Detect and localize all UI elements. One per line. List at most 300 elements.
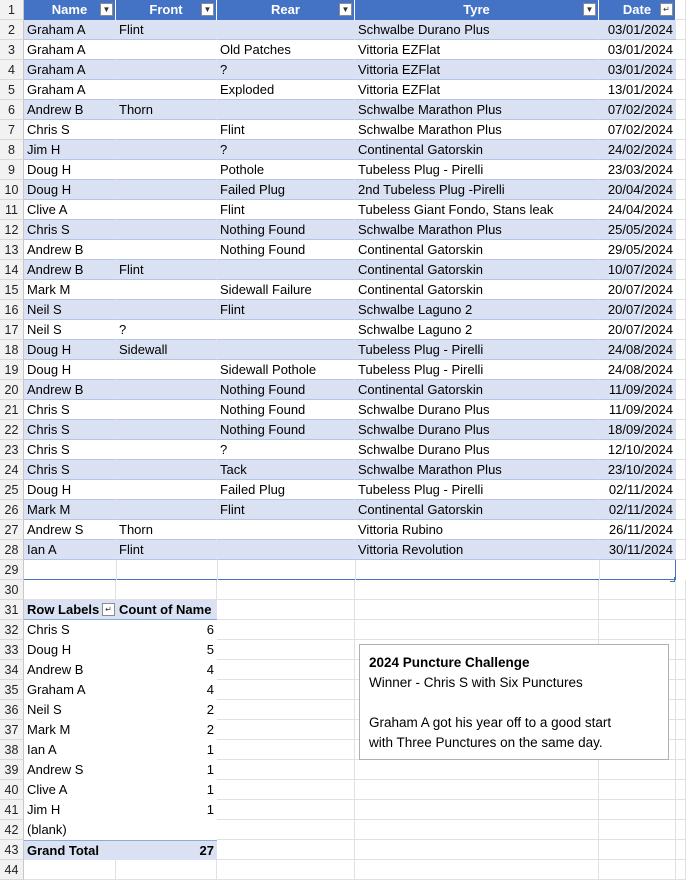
pivot-row-count[interactable]: 1 xyxy=(116,800,217,820)
row-number[interactable]: 14 xyxy=(0,260,24,280)
empty-cell[interactable] xyxy=(217,840,355,860)
table-cell-rear[interactable] xyxy=(217,20,355,40)
row-number[interactable]: 18 xyxy=(0,340,24,360)
sort-filter-icon[interactable]: ↵ xyxy=(660,3,673,16)
table-cell-tyre[interactable]: Schwalbe Laguno 2 xyxy=(355,320,599,340)
table-cell-front[interactable] xyxy=(116,500,217,520)
table-cell-tyre[interactable]: Tubeless Plug - Pirelli xyxy=(355,360,599,380)
row-number[interactable]: 11 xyxy=(0,200,24,220)
table-cell-tyre[interactable]: Vittoria Rubino xyxy=(355,520,599,540)
table-cell-rear[interactable]: Flint xyxy=(217,200,355,220)
table-cell-date[interactable]: 10/07/2024 xyxy=(599,260,676,280)
empty-cell[interactable] xyxy=(676,860,686,880)
header-name[interactable] xyxy=(24,0,116,20)
row-number[interactable]: 24 xyxy=(0,460,24,480)
table-cell-rear[interactable]: Tack xyxy=(217,460,355,480)
table-cell-rear[interactable]: Old Patches xyxy=(217,40,355,60)
table-cell-date[interactable]: 23/10/2024 xyxy=(599,460,676,480)
filter-dropdown-icon[interactable]: ▼ xyxy=(100,3,113,16)
table-cell-front[interactable]: Sidewall xyxy=(116,340,217,360)
pivot-row-label[interactable]: Neil S xyxy=(24,700,116,720)
table-cell-rear[interactable]: Sidewall Pothole xyxy=(217,360,355,380)
table-cell-rear[interactable]: Failed Plug xyxy=(217,480,355,500)
table-cell-front[interactable]: Thorn xyxy=(116,520,217,540)
table-cell-rear[interactable]: Nothing Found xyxy=(217,220,355,240)
table-cell-date[interactable]: 24/02/2024 xyxy=(599,140,676,160)
table-cell-date[interactable]: 24/08/2024 xyxy=(599,340,676,360)
empty-cell[interactable] xyxy=(676,20,686,40)
table-cell-name[interactable]: Mark M xyxy=(24,500,116,520)
table-cell-front[interactable] xyxy=(116,460,217,480)
table-cell-rear[interactable] xyxy=(217,340,355,360)
empty-cell[interactable] xyxy=(676,740,686,760)
empty-cell[interactable] xyxy=(599,580,676,600)
row-number[interactable]: 26 xyxy=(0,500,24,520)
empty-cell[interactable] xyxy=(217,820,355,840)
empty-cell[interactable] xyxy=(676,320,686,340)
empty-cell[interactable] xyxy=(599,780,676,800)
empty-cell[interactable] xyxy=(116,580,217,600)
empty-cell[interactable] xyxy=(676,700,686,720)
table-cell-rear[interactable]: ? xyxy=(217,440,355,460)
empty-cell[interactable] xyxy=(676,300,686,320)
table-cell-front[interactable]: Flint xyxy=(116,540,217,560)
row-number[interactable]: 2 xyxy=(0,20,24,40)
pivot-row-count[interactable]: 4 xyxy=(116,680,217,700)
table-cell-date[interactable]: 26/11/2024 xyxy=(599,520,676,540)
empty-cell[interactable] xyxy=(355,760,599,780)
table-cell-tyre[interactable]: Continental Gatorskin xyxy=(355,240,599,260)
empty-cell[interactable] xyxy=(217,660,355,680)
empty-cell[interactable] xyxy=(676,760,686,780)
empty-cell[interactable] xyxy=(676,800,686,820)
table-cell-name[interactable]: Graham A xyxy=(24,40,116,60)
empty-cell[interactable] xyxy=(355,580,599,600)
row-number[interactable]: 30 xyxy=(0,580,24,600)
empty-cell[interactable] xyxy=(676,820,686,840)
empty-cell[interactable] xyxy=(676,100,686,120)
row-number[interactable]: 32 xyxy=(0,620,24,640)
table-cell-date[interactable]: 03/01/2024 xyxy=(599,40,676,60)
table-cell-name[interactable]: Jim H xyxy=(24,140,116,160)
pivot-row-label[interactable]: Andrew B xyxy=(24,660,116,680)
pivot-row-label[interactable]: Doug H xyxy=(24,640,116,660)
empty-cell[interactable] xyxy=(676,180,686,200)
header-front[interactable] xyxy=(116,0,217,20)
table-cell-date[interactable]: 20/07/2024 xyxy=(599,280,676,300)
row-number[interactable]: 16 xyxy=(0,300,24,320)
row-number[interactable]: 43 xyxy=(0,840,24,860)
table-cell-front[interactable] xyxy=(116,80,217,100)
empty-cell[interactable] xyxy=(676,500,686,520)
table-cell-name[interactable]: Neil S xyxy=(24,320,116,340)
pivot-grand-total-value[interactable]: 27 xyxy=(116,840,217,860)
table-cell-name[interactable]: Chris S xyxy=(24,460,116,480)
pivot-row-labels-header[interactable] xyxy=(24,600,116,620)
table-cell-front[interactable] xyxy=(116,180,217,200)
table-cell-front[interactable] xyxy=(116,400,217,420)
table-cell-date[interactable]: 03/01/2024 xyxy=(599,60,676,80)
table-cell-front[interactable] xyxy=(116,40,217,60)
table-cell-rear[interactable] xyxy=(217,100,355,120)
empty-cell[interactable] xyxy=(676,160,686,180)
pivot-row-label[interactable]: Chris S xyxy=(24,620,116,640)
table-cell-date[interactable]: 07/02/2024 xyxy=(599,120,676,140)
row-number[interactable]: 39 xyxy=(0,760,24,780)
pivot-row-label[interactable]: Mark M xyxy=(24,720,116,740)
table-cell-tyre[interactable]: Vittoria EZFlat xyxy=(355,60,599,80)
table-cell-tyre[interactable]: Schwalbe Durano Plus xyxy=(355,440,599,460)
filter-dropdown-icon[interactable]: ▼ xyxy=(201,3,214,16)
row-number[interactable]: 29 xyxy=(0,560,24,580)
table-cell-front[interactable] xyxy=(116,380,217,400)
table-cell-name[interactable]: Mark M xyxy=(24,280,116,300)
row-number[interactable]: 17 xyxy=(0,320,24,340)
empty-cell[interactable] xyxy=(676,280,686,300)
row-number[interactable]: 40 xyxy=(0,780,24,800)
empty-cell[interactable] xyxy=(676,40,686,60)
table-cell-front[interactable] xyxy=(116,160,217,180)
empty-cell[interactable] xyxy=(355,800,599,820)
row-number[interactable]: 28 xyxy=(0,540,24,560)
empty-cell[interactable] xyxy=(217,860,355,880)
empty-cell[interactable] xyxy=(355,780,599,800)
row-number[interactable]: 7 xyxy=(0,120,24,140)
table-cell-tyre[interactable]: Continental Gatorskin xyxy=(355,500,599,520)
table-cell-name[interactable]: Clive A xyxy=(24,200,116,220)
pivot-row-label[interactable]: Ian A xyxy=(24,740,116,760)
empty-cell[interactable] xyxy=(599,820,676,840)
row-number[interactable]: 36 xyxy=(0,700,24,720)
empty-cell[interactable] xyxy=(355,600,599,620)
table-cell-tyre[interactable]: Continental Gatorskin xyxy=(355,280,599,300)
row-number[interactable]: 41 xyxy=(0,800,24,820)
empty-cell[interactable] xyxy=(217,740,355,760)
empty-cell[interactable] xyxy=(676,200,686,220)
table-cell-date[interactable]: 30/11/2024 xyxy=(599,540,676,560)
table-cell-name[interactable]: Doug H xyxy=(24,180,116,200)
row-number[interactable]: 31 xyxy=(0,600,24,620)
table-cell-tyre[interactable]: Schwalbe Laguno 2 xyxy=(355,300,599,320)
table-cell-date[interactable]: 24/04/2024 xyxy=(599,200,676,220)
empty-cell[interactable] xyxy=(217,800,355,820)
table-cell-front[interactable] xyxy=(116,140,217,160)
table-cell-front[interactable] xyxy=(116,440,217,460)
table-cell-rear[interactable]: ? xyxy=(217,60,355,80)
table-cell-name[interactable]: Graham A xyxy=(24,20,116,40)
puncture-challenge-textbox[interactable] xyxy=(359,644,669,760)
pivot-row-count[interactable]: 4 xyxy=(116,660,217,680)
row-number[interactable]: 37 xyxy=(0,720,24,740)
header-rear[interactable] xyxy=(217,0,355,20)
table-cell-name[interactable]: Chris S xyxy=(24,220,116,240)
empty-cell[interactable] xyxy=(676,840,686,860)
table-cell-tyre[interactable]: Schwalbe Marathon Plus xyxy=(355,100,599,120)
row-number[interactable]: 9 xyxy=(0,160,24,180)
empty-cell[interactable] xyxy=(676,140,686,160)
table-cell-front[interactable] xyxy=(116,360,217,380)
table-cell-tyre[interactable]: Tubeless Plug - Pirelli xyxy=(355,160,599,180)
table-cell-rear[interactable]: ? xyxy=(217,140,355,160)
table-cell-date[interactable]: 12/10/2024 xyxy=(599,440,676,460)
empty-cell[interactable] xyxy=(676,340,686,360)
pivot-row-count[interactable]: 2 xyxy=(116,720,217,740)
pivot-row-count[interactable]: 6 xyxy=(116,620,217,640)
header-date[interactable] xyxy=(599,0,676,20)
table-cell-rear[interactable] xyxy=(217,320,355,340)
table-cell-name[interactable]: Chris S xyxy=(24,420,116,440)
table-cell-tyre[interactable]: Continental Gatorskin xyxy=(355,380,599,400)
empty-cell[interactable] xyxy=(355,860,599,880)
row-number[interactable]: 34 xyxy=(0,660,24,680)
row-number[interactable]: 4 xyxy=(0,60,24,80)
empty-cell[interactable] xyxy=(676,220,686,240)
row-number[interactable]: 25 xyxy=(0,480,24,500)
row-number[interactable]: 42 xyxy=(0,820,24,840)
filter-dropdown-icon[interactable]: ▼ xyxy=(583,3,596,16)
table-cell-front[interactable]: Flint xyxy=(116,260,217,280)
table-cell-front[interactable]: Flint xyxy=(116,20,217,40)
table-cell-name[interactable]: Graham A xyxy=(24,60,116,80)
table-cell-date[interactable]: 20/07/2024 xyxy=(599,320,676,340)
empty-cell[interactable] xyxy=(599,600,676,620)
row-number[interactable]: 22 xyxy=(0,420,24,440)
row-number[interactable]: 44 xyxy=(0,860,24,880)
row-number[interactable]: 13 xyxy=(0,240,24,260)
table-cell-rear[interactable]: Flint xyxy=(217,300,355,320)
empty-cell[interactable] xyxy=(676,60,686,80)
table-cell-rear[interactable]: Exploded xyxy=(217,80,355,100)
table-cell-tyre[interactable]: Vittoria Revolution xyxy=(355,540,599,560)
table-cell-date[interactable]: 20/04/2024 xyxy=(599,180,676,200)
empty-cell[interactable] xyxy=(676,80,686,100)
empty-cell[interactable] xyxy=(676,620,686,640)
row-number[interactable]: 20 xyxy=(0,380,24,400)
table-cell-rear[interactable]: Failed Plug xyxy=(217,180,355,200)
table-cell-name[interactable]: Graham A xyxy=(24,80,116,100)
table-cell-tyre[interactable]: Schwalbe Marathon Plus xyxy=(355,460,599,480)
table-cell-date[interactable]: 25/05/2024 xyxy=(599,220,676,240)
table-cell-front[interactable] xyxy=(116,220,217,240)
sheet-row xyxy=(0,400,686,420)
table-cell-tyre[interactable]: Vittoria EZFlat xyxy=(355,80,599,100)
row-number[interactable]: 12 xyxy=(0,220,24,240)
pivot-row-label[interactable]: Graham A xyxy=(24,680,116,700)
pivot-row-count[interactable]: 5 xyxy=(116,640,217,660)
empty-cell[interactable] xyxy=(676,420,686,440)
table-cell-name[interactable]: Andrew B xyxy=(24,260,116,280)
table-cell-name[interactable]: Andrew B xyxy=(24,380,116,400)
empty-cell[interactable] xyxy=(217,620,355,640)
table-cell-name[interactable]: Ian A xyxy=(24,540,116,560)
empty-cell[interactable] xyxy=(217,680,355,700)
table-cell-date[interactable]: 20/07/2024 xyxy=(599,300,676,320)
pivot-row-label[interactable]: (blank) xyxy=(24,820,116,840)
table-cell-date[interactable]: 02/11/2024 xyxy=(599,500,676,520)
empty-cell[interactable] xyxy=(217,720,355,740)
empty-cell[interactable] xyxy=(676,440,686,460)
pivot-row-count[interactable]: 1 xyxy=(116,740,217,760)
empty-cell[interactable] xyxy=(217,780,355,800)
empty-cell[interactable] xyxy=(676,720,686,740)
pivot-row-label[interactable]: Clive A xyxy=(24,780,116,800)
empty-cell[interactable] xyxy=(217,760,355,780)
empty-cell[interactable] xyxy=(676,480,686,500)
table-cell-front[interactable] xyxy=(116,60,217,80)
empty-cell[interactable] xyxy=(355,840,599,860)
table-cell-front[interactable]: Thorn xyxy=(116,100,217,120)
row-number[interactable]: 33 xyxy=(0,640,24,660)
table-cell-date[interactable]: 11/09/2024 xyxy=(599,400,676,420)
table-cell-rear[interactable]: Flint xyxy=(217,120,355,140)
table-cell-date[interactable]: 07/02/2024 xyxy=(599,100,676,120)
empty-cell[interactable] xyxy=(599,760,676,780)
header-tyre[interactable] xyxy=(355,0,599,20)
empty-cell[interactable] xyxy=(676,780,686,800)
row-number[interactable]: 3 xyxy=(0,40,24,60)
row-number[interactable]: 6 xyxy=(0,100,24,120)
row-number[interactable]: 5 xyxy=(0,80,24,100)
table-cell-tyre[interactable]: 2nd Tubeless Plug -Pirelli xyxy=(355,180,599,200)
table-cell-date[interactable]: 02/11/2024 xyxy=(599,480,676,500)
empty-cell[interactable] xyxy=(676,680,686,700)
sheet-row xyxy=(0,420,686,440)
empty-cell[interactable] xyxy=(599,620,676,640)
table-cell-rear[interactable]: Sidewall Failure xyxy=(217,280,355,300)
table-cell-rear[interactable] xyxy=(217,260,355,280)
empty-cell[interactable] xyxy=(676,120,686,140)
empty-cell[interactable] xyxy=(676,600,686,620)
row-number[interactable]: 19 xyxy=(0,360,24,380)
table-cell-rear[interactable] xyxy=(217,540,355,560)
empty-cell[interactable] xyxy=(676,540,686,560)
empty-cell[interactable] xyxy=(355,620,599,640)
empty-cell[interactable] xyxy=(599,860,676,880)
empty-cell[interactable] xyxy=(599,840,676,860)
empty-cell[interactable] xyxy=(116,860,217,880)
row-number[interactable]: 1 xyxy=(0,0,24,20)
pivot-row-count[interactable]: 2 xyxy=(116,700,217,720)
empty-cell[interactable] xyxy=(355,820,599,840)
table-cell-tyre[interactable]: Continental Gatorskin xyxy=(355,140,599,160)
row-number[interactable]: 27 xyxy=(0,520,24,540)
pivot-sort-dropdown-icon[interactable]: ↵ xyxy=(102,603,115,616)
empty-cell[interactable] xyxy=(676,400,686,420)
table-cell-date[interactable]: 23/03/2024 xyxy=(599,160,676,180)
table-cell-name[interactable]: Andrew B xyxy=(24,100,116,120)
empty-cell[interactable] xyxy=(217,700,355,720)
pivot-row-count[interactable]: 1 xyxy=(116,760,217,780)
table-cell-name[interactable]: Chris S xyxy=(24,400,116,420)
empty-cell[interactable] xyxy=(676,640,686,660)
table-cell-date[interactable]: 03/01/2024 xyxy=(599,20,676,40)
table-cell-name[interactable]: Doug H xyxy=(24,360,116,380)
pivot-count-header[interactable]: Count of Name xyxy=(116,600,217,620)
table-cell-name[interactable]: Chris S xyxy=(24,440,116,460)
empty-cell[interactable] xyxy=(24,860,116,880)
empty-cell[interactable] xyxy=(676,380,686,400)
table-cell-name[interactable]: Andrew B xyxy=(24,240,116,260)
table-cell-tyre[interactable]: Schwalbe Durano Plus xyxy=(355,400,599,420)
row-number[interactable]: 10 xyxy=(0,180,24,200)
table-resize-handle[interactable] xyxy=(670,577,675,582)
table-cell-name[interactable]: Doug H xyxy=(24,340,116,360)
row-number[interactable]: 21 xyxy=(0,400,24,420)
table-cell-date[interactable]: 29/05/2024 xyxy=(599,240,676,260)
table-cell-rear[interactable]: Nothing Found xyxy=(217,400,355,420)
table-cell-rear[interactable]: Nothing Found xyxy=(217,420,355,440)
table-cell-tyre[interactable]: Schwalbe Marathon Plus xyxy=(355,220,599,240)
table-cell-front[interactable] xyxy=(116,240,217,260)
row-number[interactable]: 8 xyxy=(0,140,24,160)
table-cell-tyre[interactable]: Continental Gatorskin xyxy=(355,260,599,280)
empty-cell[interactable] xyxy=(217,600,355,620)
table-cell-date[interactable]: 11/09/2024 xyxy=(599,380,676,400)
table-cell-rear[interactable]: Flint xyxy=(217,500,355,520)
pivot-grand-total-label[interactable]: Grand Total xyxy=(24,840,116,860)
empty-cell[interactable] xyxy=(676,360,686,380)
table-cell-front[interactable] xyxy=(116,420,217,440)
pivot-row-label[interactable]: Andrew S xyxy=(24,760,116,780)
table-cell-front[interactable] xyxy=(116,480,217,500)
table-cell-front[interactable] xyxy=(116,280,217,300)
table-cell-rear[interactable] xyxy=(217,520,355,540)
table-cell-date[interactable]: 13/01/2024 xyxy=(599,80,676,100)
row-number[interactable]: 23 xyxy=(0,440,24,460)
pivot-row-label[interactable]: Jim H xyxy=(24,800,116,820)
filter-dropdown-icon[interactable]: ▼ xyxy=(339,3,352,16)
row-number[interactable]: 38 xyxy=(0,740,24,760)
table-cell-tyre[interactable]: Vittoria EZFlat xyxy=(355,40,599,60)
table-cell-tyre[interactable]: Tubeless Plug - Pirelli xyxy=(355,480,599,500)
empty-cell[interactable] xyxy=(676,580,686,600)
table-cell-tyre[interactable]: Schwalbe Durano Plus xyxy=(355,420,599,440)
empty-cell[interactable] xyxy=(599,800,676,820)
table-cell-rear[interactable]: Nothing Found xyxy=(217,240,355,260)
table-cell-tyre[interactable]: Tubeless Plug - Pirelli xyxy=(355,340,599,360)
table-cell-tyre[interactable]: Tubeless Giant Fondo, Stans leak xyxy=(355,200,599,220)
empty-cell[interactable] xyxy=(24,580,116,600)
table-cell-front[interactable] xyxy=(116,120,217,140)
empty-cell[interactable] xyxy=(676,660,686,680)
empty-cell[interactable] xyxy=(676,240,686,260)
empty-cell[interactable] xyxy=(676,260,686,280)
table-cell-name[interactable]: Andrew S xyxy=(24,520,116,540)
empty-cell[interactable] xyxy=(676,0,686,20)
table-cell-front[interactable] xyxy=(116,200,217,220)
table-cell-front[interactable] xyxy=(116,300,217,320)
pivot-row-count[interactable]: 1 xyxy=(116,780,217,800)
table-cell-front[interactable]: ? xyxy=(116,320,217,340)
table-cell-name[interactable]: Doug H xyxy=(24,160,116,180)
table-cell-rear[interactable]: Pothole xyxy=(217,160,355,180)
pivot-row-count[interactable] xyxy=(116,820,217,840)
table-cell-date[interactable]: 18/09/2024 xyxy=(599,420,676,440)
empty-cell[interactable] xyxy=(217,640,355,660)
row-number[interactable]: 35 xyxy=(0,680,24,700)
table-cell-tyre[interactable]: Schwalbe Marathon Plus xyxy=(355,120,599,140)
empty-cell[interactable] xyxy=(676,520,686,540)
table-cell-name[interactable]: Chris S xyxy=(24,120,116,140)
table-cell-rear[interactable]: Nothing Found xyxy=(217,380,355,400)
table-cell-name[interactable]: Doug H xyxy=(24,480,116,500)
table-cell-date[interactable]: 24/08/2024 xyxy=(599,360,676,380)
table-cell-name[interactable]: Neil S xyxy=(24,300,116,320)
empty-cell[interactable] xyxy=(217,580,355,600)
table-cell-tyre[interactable]: Schwalbe Durano Plus xyxy=(355,20,599,40)
row-number[interactable]: 15 xyxy=(0,280,24,300)
empty-cell[interactable] xyxy=(676,460,686,480)
